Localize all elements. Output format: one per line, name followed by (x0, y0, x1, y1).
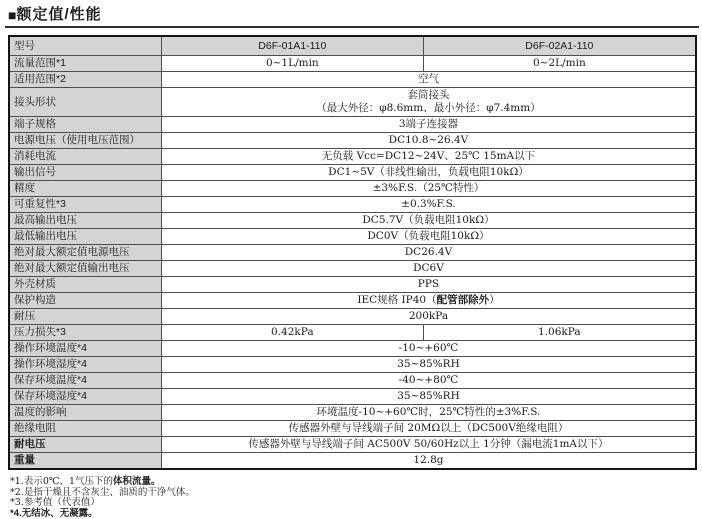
spec-row (9, 213, 696, 229)
spec-row-label: 重量 (9, 453, 161, 470)
spec-value: DC10.8~26.4V (161, 133, 696, 149)
spec-value: 传感器外壁与导线端子间 AC500V 50/60Hz以上 1分钟（漏电流1mA以下） (161, 437, 696, 453)
spec-value: DC5.7V（负载电阻10kΩ） (161, 213, 696, 229)
spec-row-label: 流量范围*1 (9, 56, 161, 72)
spec-row (9, 293, 696, 309)
title-divider (5, 26, 699, 28)
spec-row (9, 325, 696, 341)
footnote-3: *3.参考值（代表值） (10, 498, 697, 509)
spec-value-line: （最大外径：φ8.6mm、最小外径：φ7.4mm） (316, 102, 540, 115)
spec-value: -10~+60℃ (161, 341, 696, 357)
spec-value: DC26.4V (161, 245, 696, 261)
spec-value: 1.06kPa (423, 325, 696, 341)
spec-row-label: 耐电压 (9, 437, 161, 453)
spec-row-label: 最高输出电压 (9, 213, 161, 229)
spec-row (9, 181, 696, 197)
footnote-1-bold: 体积流量。 (113, 476, 161, 487)
footnote-2: *2.是指干燥且不含灰尘、油质的干净气体。 (10, 488, 697, 499)
spec-row-label: 输出信号 (9, 165, 161, 181)
spec-row-label: 操作环境湿度*4 (9, 357, 161, 373)
spec-row (9, 88, 696, 117)
spec-row-label: 电源电压（使用电压范围） (9, 133, 161, 149)
footnote-4 (10, 509, 697, 519)
spec-value: 环境温度-10~+60℃时，25℃特性的±3%F.S. (161, 405, 696, 421)
spec-row (9, 405, 696, 421)
spec-row-label: 外壳材质 (9, 277, 161, 293)
spec-row (9, 437, 696, 453)
spec-row (9, 117, 696, 133)
spec-row (9, 421, 696, 437)
spec-value: 0~2L/min (423, 56, 696, 72)
spec-row-label: 保存环境湿度*4 (9, 389, 161, 405)
spec-value: 3端子连接器 (161, 117, 696, 133)
spec-row-label: 耐压 (9, 309, 161, 325)
spec-value-part: IEC规格 IP40（ (357, 294, 436, 306)
spec-row-label: 可重复性*3 (9, 197, 161, 213)
spec-value: 传感器外壁与导线端子间 20MΩ以上（DC500V绝缘电阻） (161, 421, 696, 437)
spec-value: 35~85%RH (161, 389, 696, 405)
spec-row (9, 309, 696, 325)
spec-value (161, 293, 696, 309)
spec-row-label: 精度 (9, 181, 161, 197)
spec-row (9, 261, 696, 277)
spec-value: ±3%F.S.（25℃特性） (161, 181, 696, 197)
spec-row (9, 133, 696, 149)
spec-value: ±0.3%F.S. (161, 197, 696, 213)
spec-row (9, 149, 696, 165)
section-marker-icon: ■ (8, 7, 16, 23)
spec-row (9, 453, 696, 470)
spec-row (9, 389, 696, 405)
spec-value: -40~+80℃ (161, 373, 696, 389)
table-header-row (9, 36, 696, 56)
spec-value: 空气 (161, 72, 696, 88)
spec-value: 0.42kPa (161, 325, 423, 341)
spec-row (9, 373, 696, 389)
column-header-model-1: D6F-01A1-110 (161, 36, 423, 56)
spec-value-part: ） (489, 294, 500, 306)
spec-row-label: 压力损失*3 (9, 325, 161, 341)
section-header (8, 6, 697, 23)
spec-row-label: 温度的影响 (9, 405, 161, 421)
spec-row (9, 165, 696, 181)
spec-row (9, 245, 696, 261)
spec-row (9, 72, 696, 88)
spec-row (9, 229, 696, 245)
footnotes (10, 477, 697, 519)
footnote-1 (10, 477, 697, 488)
spec-row-label: 绝缘电阻 (9, 421, 161, 437)
spec-row (9, 56, 696, 72)
spec-row-label: 最低输出电压 (9, 229, 161, 245)
spec-value: 200kPa (161, 309, 696, 325)
spec-row-label: 绝对最大额定值输出电压 (9, 261, 161, 277)
spec-row (9, 357, 696, 373)
spec-row (9, 341, 696, 357)
footnote-4-bold: *4.无结冰、无凝露。 (10, 508, 98, 519)
spec-value-line: 套筒接头 (407, 89, 449, 101)
spec-value: DC6V (161, 261, 696, 277)
spec-value: DC1~5V（非线性输出，负载电阻10kΩ） (161, 165, 696, 181)
column-header-model: 型号 (9, 36, 161, 56)
spec-value: 无负载 Vcc=DC12~24V、25℃ 15mA以下 (161, 149, 696, 165)
spec-row-label: 适用范围*2 (9, 72, 161, 88)
spec-value: 12.8g (161, 453, 696, 470)
spec-row-label: 绝对最大额定值电源电压 (9, 245, 161, 261)
spec-table-body (9, 56, 696, 470)
footnote-1-text: *1.表示0℃、1气压下的 (10, 476, 113, 487)
spec-row-label: 消耗电流 (9, 149, 161, 165)
spec-value: 0~1L/min (161, 56, 423, 72)
spec-row-label: 操作环境温度*4 (9, 341, 161, 357)
spec-row (9, 277, 696, 293)
spec-row-label: 保护构造 (9, 293, 161, 309)
spec-value: 35~85%RH (161, 357, 696, 373)
spec-row-label: 端子规格 (9, 117, 161, 133)
spec-value (161, 88, 696, 117)
spec-row-label: 接头形状 (9, 88, 161, 117)
spec-value: PPS (161, 277, 696, 293)
spec-value: DC0V（负载电阻10kΩ） (161, 229, 696, 245)
column-header-model-2: D6F-02A1-110 (423, 36, 696, 56)
page-title: 额定值/性能 (16, 6, 101, 23)
spec-table (8, 35, 697, 470)
spec-value-part: 配管部除外 (437, 294, 490, 306)
spec-row-label: 保存环境温度*4 (9, 373, 161, 389)
spec-row (9, 197, 696, 213)
